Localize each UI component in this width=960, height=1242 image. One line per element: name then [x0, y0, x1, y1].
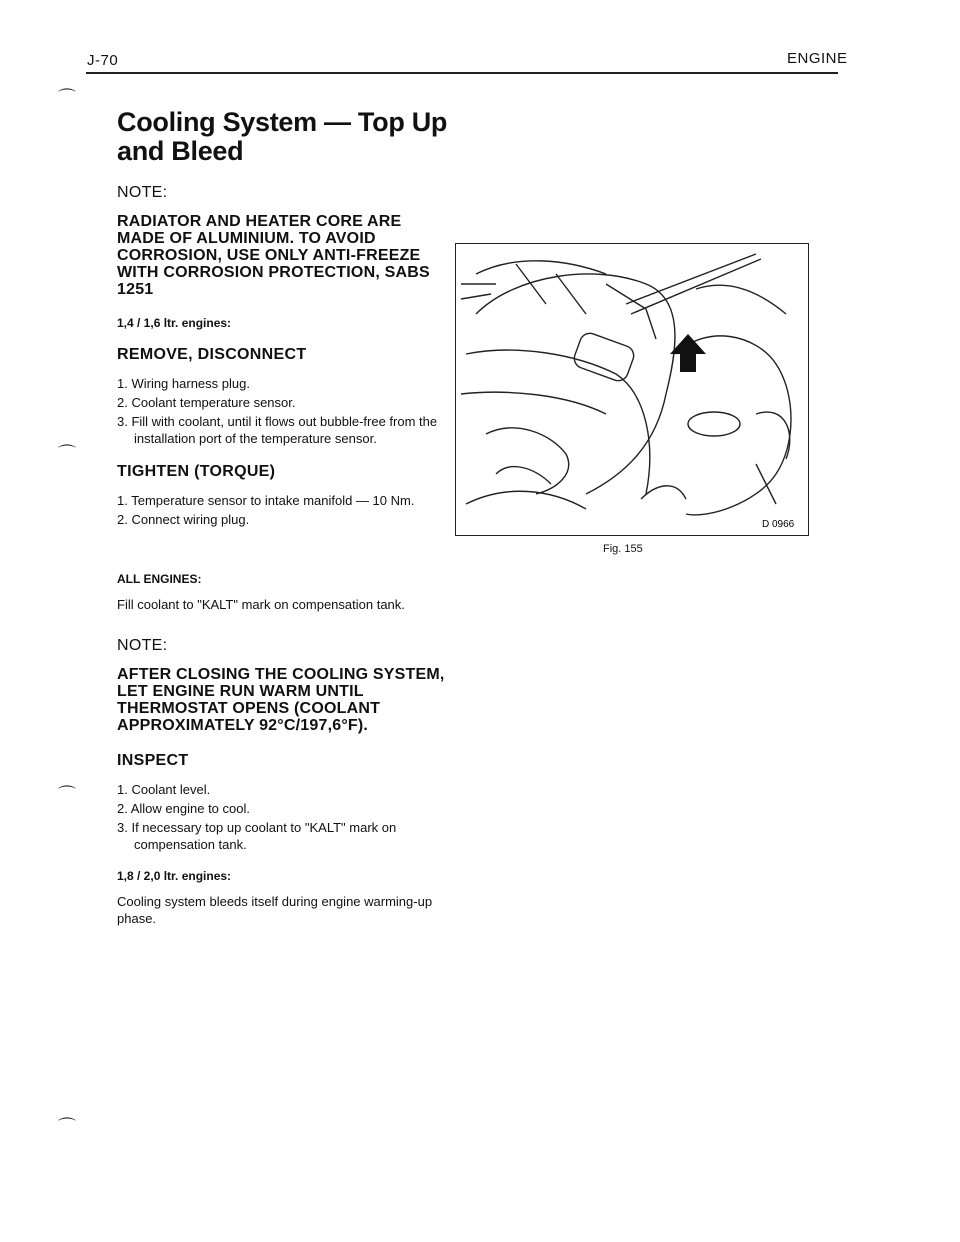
list-item: 3. If necessary top up coolant to "KALT" mark on compensation tank. — [117, 820, 397, 852]
note-label: NOTE: — [117, 184, 168, 201]
engines-large-label: 1,8 / 2,0 ltr. engines: — [117, 869, 232, 883]
list-item: 1. Coolant level. — [117, 782, 211, 797]
note-text: AFTER CLOSING THE COOLING SYSTEM, LET ENGINE RUN WARM UNTIL THERMOSTAT OPENS (COOLANT APPROXIMATELY 92°C/197,6°F). — [117, 666, 445, 734]
remove-heading: REMOVE, DISCONNECT — [117, 346, 307, 363]
section-name: ENGINE — [787, 50, 848, 67]
tighten-heading: TIGHTEN (TORQUE) — [117, 463, 276, 480]
engines-small-label: 1,4 / 1,6 ltr. engines: — [117, 316, 232, 330]
text-column — [117, 108, 452, 939]
margin-mark-icon: ⌒ — [58, 88, 76, 108]
note-label: NOTE: — [117, 637, 168, 654]
list-item: 1. Temperature sensor to intake manifold — 10 Nm. — [117, 493, 415, 508]
margin-mark-icon: ⌒ — [58, 444, 76, 464]
list-item: 2. Allow engine to cool. — [117, 801, 250, 816]
figure-caption: Fig. 155 — [603, 543, 643, 555]
remove-list — [117, 375, 452, 447]
list-item: 2. Coolant temperature sensor. — [117, 395, 296, 410]
figure-code: D 0966 — [762, 519, 795, 530]
list-item: 2. Connect wiring plug. — [117, 512, 250, 527]
list-item: 1. Wiring harness plug. — [117, 376, 250, 391]
tighten-list — [117, 492, 452, 528]
engine-bay-illustration-icon — [456, 244, 808, 535]
header-rule — [86, 72, 838, 74]
all-engines-label: ALL ENGINES: — [117, 572, 202, 586]
list-item: 3. Fill with coolant, until it flows out bubble-free from the installation port of the temperature sensor. — [117, 414, 438, 446]
note-text: RADIATOR AND HEATER CORE ARE MADE OF ALUMINIUM. TO AVOID CORROSION, USE ONLY ANTI-FREEZE WITH CORROSION PROTECTION, SABS 1251 — [117, 213, 430, 298]
inspect-list — [117, 781, 452, 853]
inspect-heading: INSPECT — [117, 752, 189, 769]
engines-large-text: Cooling system bleeds itself during engine warming-up phase. — [117, 894, 433, 926]
margin-mark-icon: ⌒ — [58, 1117, 76, 1137]
page-number: J-70 — [87, 52, 119, 69]
figure-155 — [455, 243, 809, 536]
margin-mark-icon: ⌒ — [58, 785, 76, 805]
all-engines-text: Fill coolant to "KALT" mark on compensation tank. — [117, 597, 405, 612]
page-title: Cooling System — Top Up and Bleed — [117, 107, 448, 166]
